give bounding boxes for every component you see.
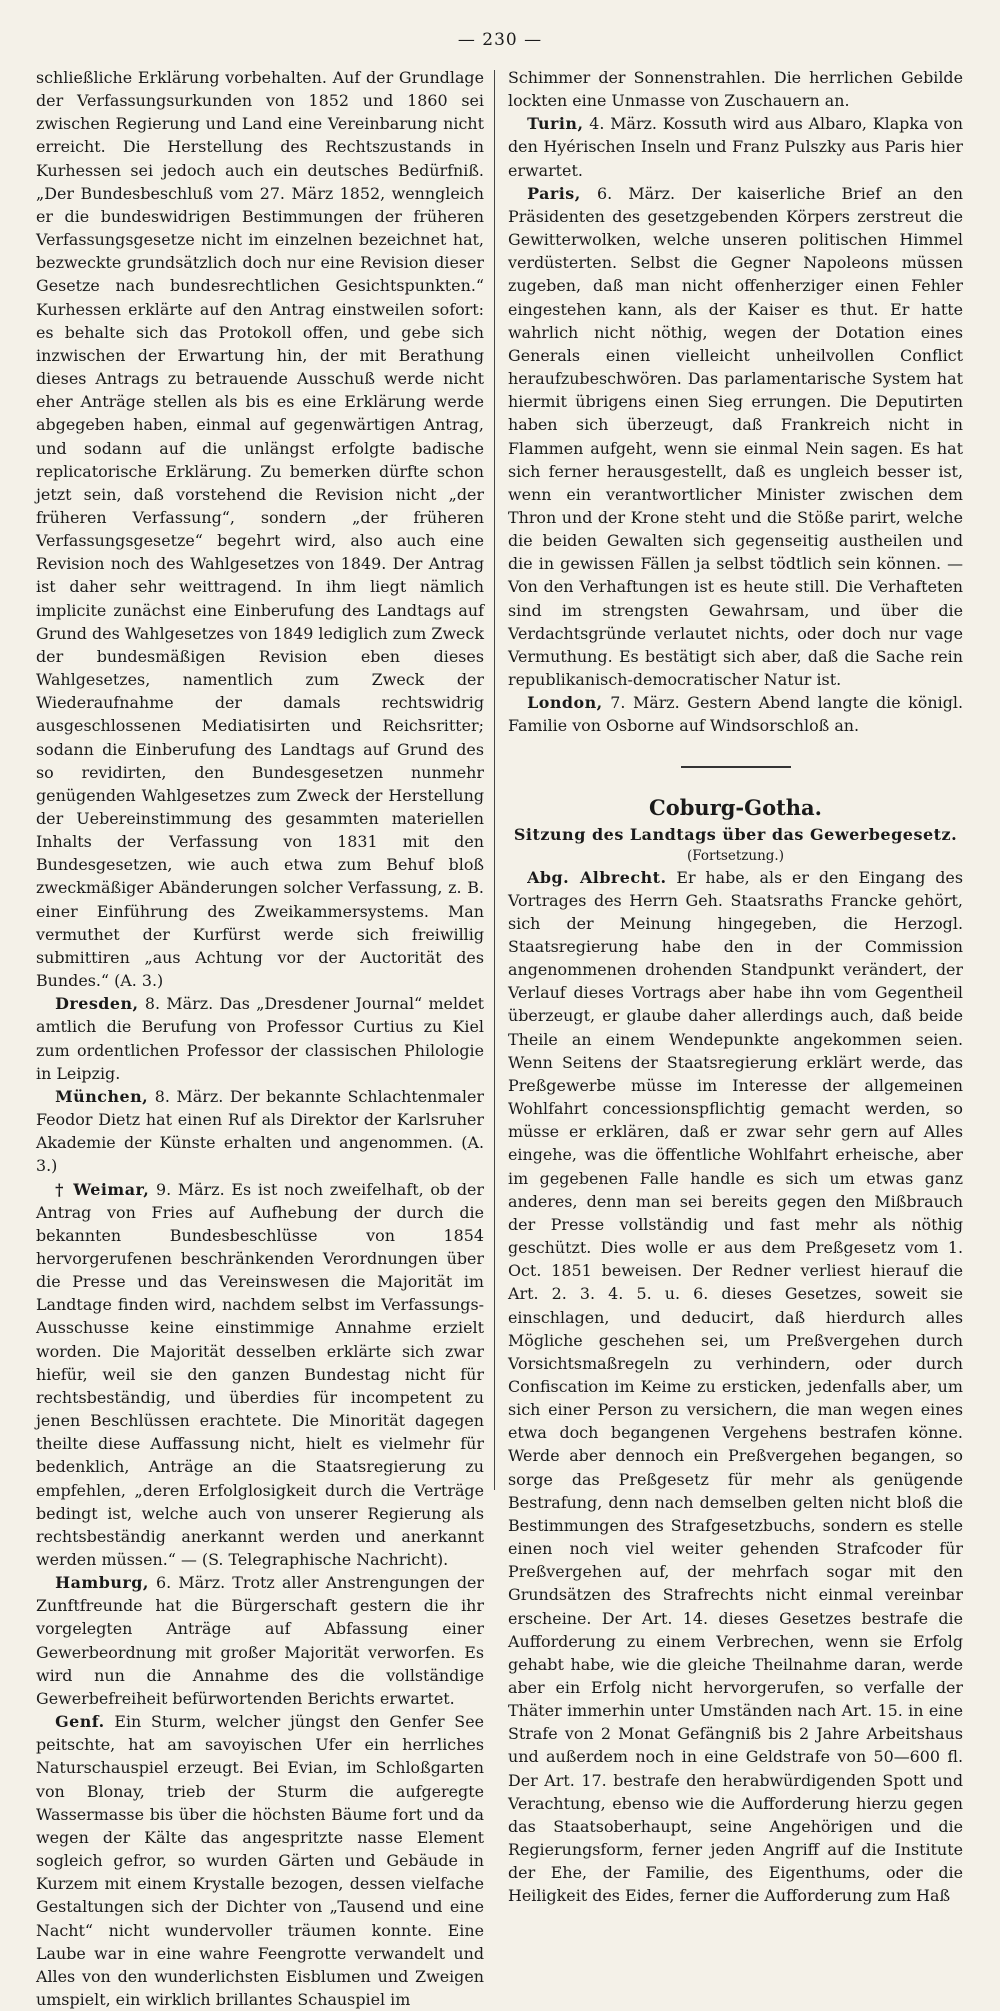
dateline-place: † Weimar, xyxy=(55,1179,150,1199)
article-paragraph xyxy=(36,1571,484,1710)
dateline-place: London, xyxy=(527,693,603,713)
paragraph-text: schließliche Erklärung vorbehalten. Auf der Grundlage der Verfassungsurkunden von 1852 und 1860 sei zwischen Regierung und Land eine Vereinbarung nicht erreicht. Die Herstellung des Rechtszustands in Kurhessen sei jedoch auch ein deutsches Bedürfniß. „Der Bundesbeschluß vom 27. März 1852, wenngleich er die bundeswidrigen Bestimmungen der früheren Verfassungsgesetze nicht im einzelnen bezeichnet hat, bezweckte grundsätzlich doch nur eine Revision dieser Gesetze nach bundesrechtlichen Gesichtspunkten.“ Kurhessen erklärte auf den Antrag einstweilen sofort: es behalte sich das Protokoll offen, und gebe sich inzwischen der Erwartung hin, der mit Berathung dieses Antrags zu betrauende Ausschuß werde nicht eher Anträge stellen als bis es eine Erklärung werde abgegeben haben, einmal auf gegenwärtigen Antrag, und sodann auf die unlängst erfolgte badische replicatorische Erklärung. Zu bemerken dürfte schon jetzt sein, daß vorstehend die Revision nicht „der früheren Verfassung“, sondern „der früheren Verfassungsgesetze“ begehrt wird, also auch eine Revision noch des Wahlgesetzes von 1849. Der Antrag ist daher sehr weittragend. In ihm liegt nämlich implicite zunächst eine Einberufung des Landtags auf Grund des Wahlgesetzes von 1849 lediglich zum Zweck der bundesmäßigen Revision eben dieses Wahlgesetzes, namentlich zum Zweck der Wiederaufnahme der damals rechtswidrig ausgeschlossenen Mediatisirten und Reichsritter; sodann die Einberufung des Landtags auf Grund des so revidirten, den Bundesgesetzen nunmehr genügenden Wahlgesetzes zum Zweck der Herstellung der Uebereinstimmung des gesammten materiellen Inhalts der Verfassung von 1831 mit den Bundesgesetzen, wie auch etwa zum Behuf bloß zweckmäßiger Abänderungen solcher Verfassung, z. B. einer Einführung des Zweikammersystems. Man vermuthet der Kurfürst werde sich freiwillig submittiren „aus Achtung vor der Auctorität des Bundes.“ (A. 3.) xyxy=(36,68,484,991)
article-paragraph xyxy=(36,1710,484,2011)
dateline-place: Paris, xyxy=(527,183,581,203)
section-subtitle: Sitzung des Landtags über das Gewerbegesetz. xyxy=(513,824,958,844)
dateline-place: München, xyxy=(55,1086,149,1106)
dateline-place: Hamburg, xyxy=(55,1573,149,1593)
section-separator xyxy=(681,766,791,768)
article-paragraph xyxy=(508,66,963,112)
article-paragraph xyxy=(36,1178,484,1572)
dateline-place: Genf. xyxy=(55,1712,105,1732)
column-divider xyxy=(494,70,495,1490)
paragraph-text: 6. März. Der kaiserliche Brief an den Präsidenten des gesetzgebenden Körpers zerstreut die Gewitterwolken, welche unseren politischen Himmel verdüsterten. Selbst die Gegner Napoleons müssen zugeben, daß man nicht offenherziger einen Fehler eingestehen kann, als der Kaiser es thut. Er hatte wahrlich nicht nöthig, wegen der Dotation eines Generals einen vielleicht unheilvollen Conflict heraufzubeschwören. Das parlamentarische System hat hiermit übrigens einen Sieg errungen. Die Deputirten haben sich überzeugt, daß Frankreich nicht in Flammen aufgeht, wenn sie einmal Nein sagen. Es hat sich ferner herausgestellt, daß es ungleich besser ist, wenn ein verantwortlicher Minister zwischen dem Thron und der Krone steht und die Stöße parirt, welche die beiden Gewalten sich gegenseitig austheilen und die in gewissen Fällen ja selbst tödtlich sein können. — Von den Verhaftungen ist es heute still. Die Verhafteten sind im strengsten Gewahrsam, und über die Verdachtsgründe verlautet nichts, oder doch nur vage Vermuthung. Es bestätigt sich aber, daß die Sache rein republikanisch-democratischer Natur ist. xyxy=(508,183,963,690)
paragraph-text: 7. März. Gestern Abend langte die königl. Familie von Osborne auf Windsorschloß an. xyxy=(508,693,963,736)
paragraph-text: 6. März. Trotz aller Anstrengungen der Zunftfreunde hat die Bürgerschaft gestern die ihr vorgelegten Anträge auf Abfassung einer Gewerbeordnung mit großer Majorität verworfen. Es wird nun die Annahme des die vollständige Gewerbefreiheit befürwortenden Berichts erwartet. xyxy=(36,1573,484,1708)
paragraph-text: Schimmer der Sonnenstrahlen. Die herrlichen Gebilde lockten eine Unmasse von Zuschauern an. xyxy=(508,68,963,111)
article-paragraph xyxy=(36,992,484,1085)
paragraph-text: Ein Sturm, welcher jüngst den Genfer See peitschte, hat am savoyischen Ufer ein herrliches Naturschauspiel erzeugt. Bei Evian, im Schloßgarten von Blonay, trieb der Sturm die aufgeregte Wassermasse bis über die höchsten Bäume fort und da wegen der Kälte das angespritzte nasse Element sogleich gefror, so wurden Gärten und Gebäude in Kurzem mit einem Krystalle bezogen, dessen vielfache Gestaltungen sich der Dichter von „Tausend und eine Nacht“ nicht wundervoller träumen konnte. Eine Laube war in eine wahre Feengrotte verwandelt und Alles von den wunderlichsten Eisblumen und Zweigen umspielt, ein wirklich brillantes Schauspiel im xyxy=(36,1712,484,2009)
right-column xyxy=(508,66,963,1906)
article-paragraph xyxy=(508,182,963,691)
paragraph-text: 8. März. Der bekannte Schlachtenmaler Feodor Dietz hat einen Ruf als Direktor der Karlsruher Akademie der Künste erhalten und angenommen. (A. 3.) xyxy=(36,1086,484,1176)
paragraph-text: 8. März. Das „Dresdener Journal“ meldet amtlich die Berufung von Professor Curtius zu Kiel zum ordentlichen Professor der classischen Philologie in Leipzig. xyxy=(36,994,484,1083)
section-title: Coburg-Gotha. xyxy=(649,794,822,820)
continuation-note: (Fortsetzung.) xyxy=(687,847,784,864)
dateline-place: Dresden, xyxy=(55,994,139,1014)
dateline-place: Turin, xyxy=(527,114,584,134)
article-paragraph xyxy=(36,1085,484,1178)
speaker-name: Abg. Albrecht. xyxy=(527,867,667,887)
article-paragraph xyxy=(508,866,963,1908)
article-paragraph xyxy=(36,66,484,992)
paragraph-text: 4. März. Kossuth wird aus Albaro, Klapka von den Hyérischen Inseln und Franz Pulszky aus Paris hier erwartet. xyxy=(508,114,963,180)
left-column xyxy=(36,66,484,2009)
paragraph-text: Er habe, als er den Eingang des Vortrages des Herrn Geh. Staatsraths Francke gehört, sich der Meinung hingegeben, die Herzogl. Staatsregierung habe den in der Commission angenommenen drohenden Standpunkt verändert, der Verlauf dieses Vortrags aber habe ihn vom Gegentheil überzeugt, er glaube daher allerdings auch, daß beide Theile an einem Wendepunkte angekommen seien. Wenn Seitens der Staatsregierung erklärt werde, das Preßgewerbe müsse im Interesse der allgemeinen Wohlfahrt concessionspflichtig gemacht werden, so müsse er erklären, daß er zwar sehr gern auf Alles eingehe, was die öffentliche Wohlfahrt erheische, aber im gegebenen Falle handle es sich um etwas ganz anderes, denn man sei bereits gegen den Mißbrauch der Presse vollständig und fast mehr als nöthig geschützt. Dies wolle er aus dem Preßgesetz vom 1. Oct. 1851 beweisen. Der Redner verliest hierauf die Art. 2. 3. 4. 5. u. 6. dieses Gesetzes, soweit sie einschlagen, und deducirt, daß hierdurch alles Mögliche geschehen sei, um Preßvergehen durch Vorsichtsmaßregeln zu verhindern, oder durch Confiscation im Keime zu ersticken, jedenfalls aber, um sich einer Person zu versichern, die man wegen eines etwa doch begangenen Vergehens bestrafen könne. Werde aber dennoch ein Preßvergehen begangen, so sorge das Preßgesetz für mehr als genügende Bestrafung, denn nach demselben gelten nicht bloß die Bestimmungen des Strafgesetzbuchs, sondern es stelle einen noch viel weiter gehenden Strafcoder für Preßvergehen auf, der mehrfach sogar mit den Grundsätzen des Strafrechts nicht einmal vereinbar erscheine. Der Art. 14. dieses Gesetzes bestrafe die Aufforderung zu einem Verbrechen, wenn sie Erfolg gehabt habe, wie die gleiche Theilnahme daran, werde aber ein Erfolg nicht hervorgerufen, so verfalle der Thäter immerhin unter Umständen nach Art. 15. in eine Strafe von 2 Monat Gefängniß bis 2 Jahre Arbeitshaus und außerdem noch in eine Geldstrafe von 50—600 fl. Der Art. 17. bestrafe den herabwürdigenden Spott und Verachtung, ebenso wie die Aufforderung hierzu gegen das Staatsoberhaupt, seine Angehörigen und die Regierungsform, ferner jeden Angriff auf die Institute der Ehe, der Familie, des Eigenthums, oder die Heiligkeit des Eides, ferner die Aufforderung zum Haß xyxy=(508,867,963,1906)
article-paragraph xyxy=(508,691,963,737)
article-paragraph xyxy=(508,112,963,181)
paragraph-text: 9. März. Es ist noch zweifelhaft, ob der Antrag von Fries auf Aufhebung der durch die bekannten Bundesbeschlüsse von 1854 hervorgerufenen beschränkenden Verordnungen über die Presse und das Vereinswesen die Majorität im Landtage finden wird, nachdem selbst im Verfassungs-Ausschusse keine einstimmige Annahme erzielt worden. Die Majorität desselben erklärte sich zwar hiefür, weil sie den ganzen Bundestag nicht für rechtsbeständig, und überdies für incompetent zu jenen Beschlüssen erachtete. Die Minorität dagegen theilte diese Auffassung nicht, hielt es vielmehr für bedenklich, Anträge an die Staatsregierung zu empfehlen, „deren Erfolglosigkeit durch die Verträge bedingt ist, welche auch von unserer Regierung als rechtsbeständig anerkannt werden und anerkannt werden müssen.“ — (S. Telegraphische Nachricht). xyxy=(36,1179,484,1569)
page-number: — 230 — xyxy=(457,30,543,50)
